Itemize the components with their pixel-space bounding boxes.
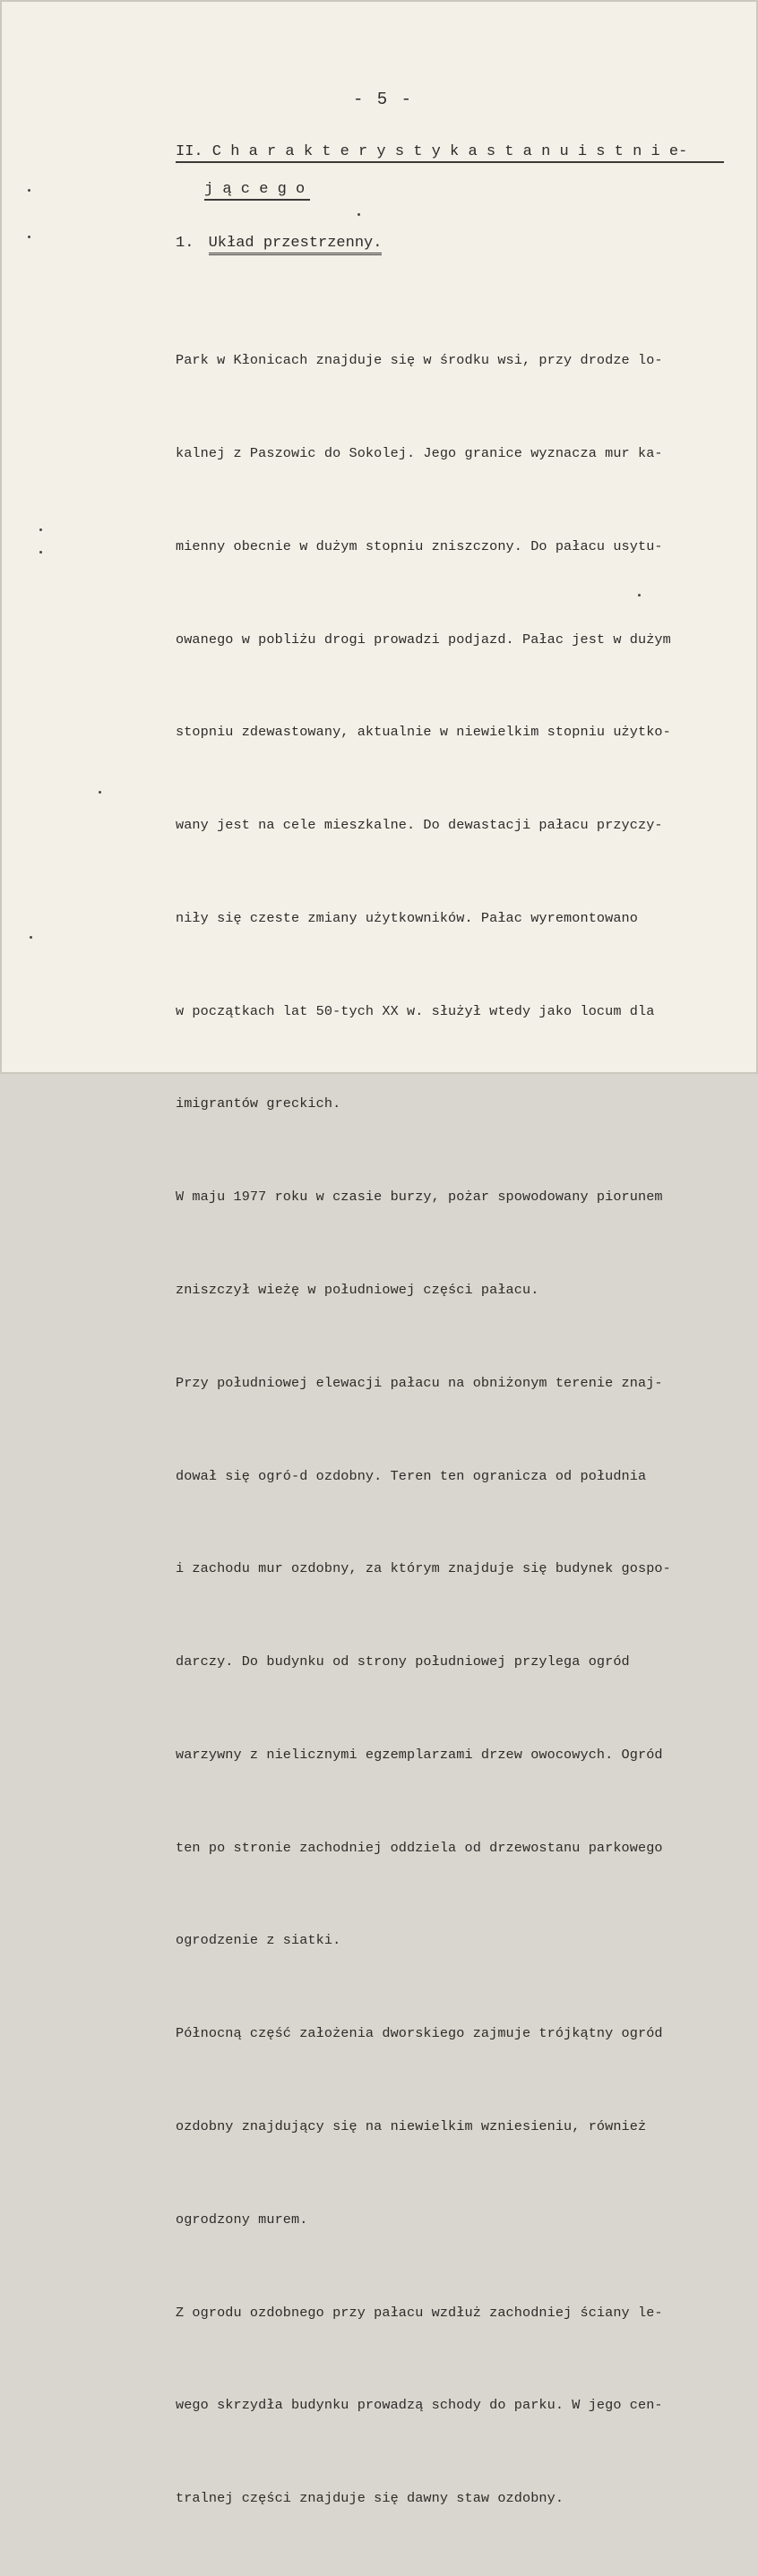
text-line: Północną część założenia dworskiego zajmuje trójkątny ogród — [176, 2025, 663, 2042]
text-line: ozdobny znajdujący się na niewielkim wzniesieniu, również — [176, 2118, 647, 2135]
paper-speck — [39, 528, 42, 531]
text-line: w początkach lat 50-tych XX w. służył wtedy jako locum dla — [176, 1002, 655, 1019]
body-text — [176, 283, 728, 2576]
text-line: Z ogrodu ozdobnego przy pałacu wzdłuż zachodniej ściany le- — [176, 2304, 663, 2321]
subsection-number: 1. — [176, 235, 194, 252]
text-line: owanego w pobliżu drogi prowadzi podjazd. Pałac jest w dużym — [176, 631, 671, 648]
text-line: i zachodu mur ozdobny, za którym znajduje się budynek gospo- — [176, 1560, 671, 1577]
paper-speck — [30, 936, 32, 939]
page-number: - 5 - — [353, 90, 414, 109]
subsection-heading — [176, 235, 382, 253]
subsection-title: Układ przestrzenny. — [209, 235, 383, 255]
text-line: wego skrzydła budynku prowadzą schody do parku. W jego cen- — [176, 2397, 663, 2414]
text-line: ten po stronie zachodniej oddziela od drzewostanu parkowego — [176, 1839, 663, 1856]
paper-speck — [28, 236, 30, 238]
text-line: ogrodzony murem. — [176, 2211, 308, 2228]
section-heading-line-2: j ą c e g o — [204, 181, 310, 201]
paper-speck — [28, 189, 30, 192]
paper-speck — [99, 791, 101, 794]
text-line: imigrantów greckich. — [176, 1095, 341, 1112]
text-line: stopniu zdewastowany, aktualnie w niewielkim stopniu użytko- — [176, 724, 671, 741]
text-line: kalnej z Paszowic do Sokolej. Jego granice wyznacza mur ka- — [176, 444, 663, 461]
text-line: wany jest na cele mieszkalne. Do dewastacji pałacu przyczy- — [176, 817, 663, 834]
section-heading — [176, 143, 724, 219]
text-line: Przy południowej elewacji pałacu na obniżonym terenie znaj- — [176, 1374, 663, 1391]
section-heading-line-1: II. C h a r a k t e r y s t y k a s t a n u i s t n i e- — [176, 143, 724, 163]
text-line: dował się ogró-d ozdobny. Teren ten ogranicza od południa — [176, 1467, 647, 1484]
text-line: zniszczył wieżę w południowej części pałacu. — [176, 1282, 539, 1298]
text-line: ogrodzenie z siatki. — [176, 1932, 341, 1949]
paper-speck — [357, 213, 360, 216]
paper-speck — [638, 594, 641, 597]
text-line: Park w Kłonicach znajduje się w środku wsi, przy drodze lo- — [176, 352, 663, 369]
text-line: mienny obecnie w dużym stopniu zniszczony. Do pałacu usytu- — [176, 537, 663, 554]
text-line: warzywny z nielicznymi egzemplarzami drzew owocowych. Ogród — [176, 1746, 663, 1763]
text-line: niły się czeste zmiany użytkowników. Pałac wyremontowano — [176, 909, 638, 926]
paper-speck — [39, 551, 42, 554]
text-line: tralnej części znajduje się dawny staw ozdobny. — [176, 2490, 564, 2507]
text-line: darczy. Do budynku od strony południowej przylega ogród — [176, 1653, 630, 1670]
text-line: W maju 1977 roku w czasie burzy, pożar spowodowany piorunem — [176, 1189, 663, 1206]
